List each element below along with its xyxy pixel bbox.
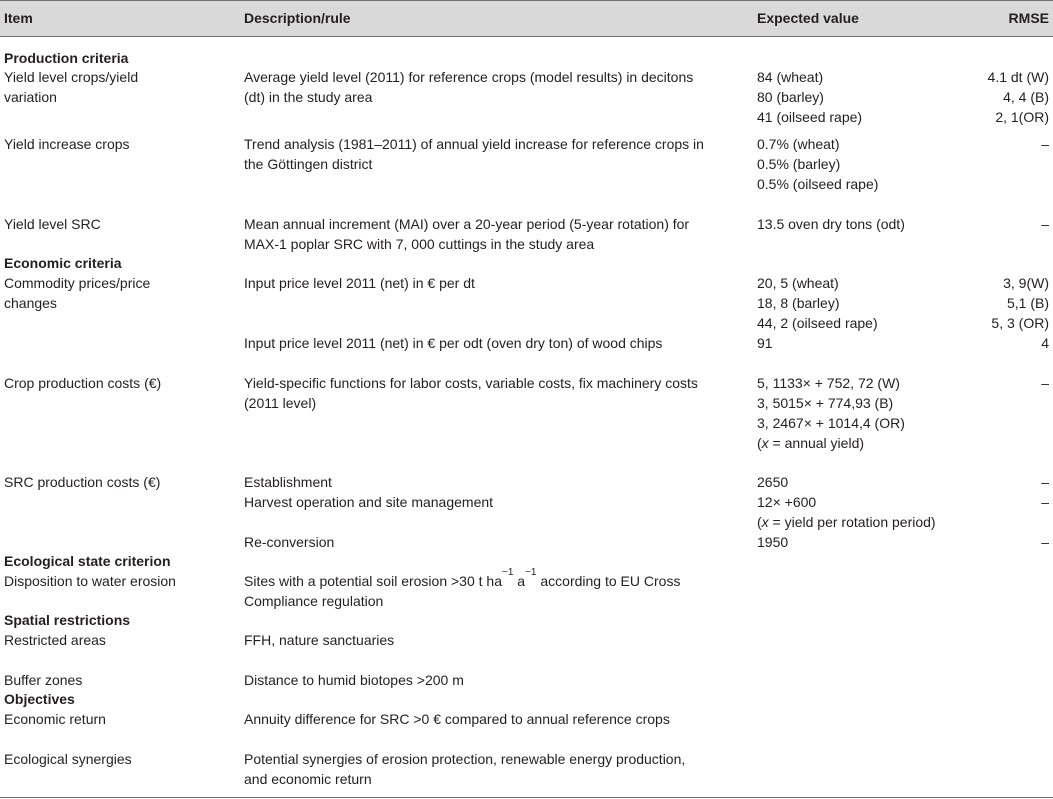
desc-src-harvest: Harvest operation and site management xyxy=(244,494,494,510)
desc-ecological-synergies: Potential synergies of erosion protection, renewable energy production, and economic return xyxy=(244,751,686,787)
desc-crop-production-costs: Yield-specific functions for labor costs, variable costs, fix machinery costs (2011 level) xyxy=(244,375,698,411)
desc-src-establishment: Establishment xyxy=(244,474,332,490)
desc-wood-chips-price: Input price level 2011 (net) in € per odt (oven dry ton) of wood chips xyxy=(244,335,663,351)
item-commodity-prices: Commodity prices/price changes xyxy=(4,275,151,311)
desc-yield-level-crops: Average yield level (2011) for reference crops (model results) in decitons (dt) in the study area xyxy=(244,69,694,105)
rmse-yield-increase-crops: – xyxy=(1041,136,1049,152)
expected-crop-production-costs: 5, 1133× + 752, 72 (W) 3, 5015× + 774,93 (B) 3, 2467× + 1014,4 (OR) (x = annual yield) xyxy=(757,375,905,451)
section-spatial-restrictions: Spatial restrictions xyxy=(4,612,131,628)
desc-water-erosion: Sites with a potential soil erosion >30 t $ha^{-1}$ $a^{-1}$ according to EU Cross Compliance regulation xyxy=(244,567,681,609)
rmse-src-establishment: – xyxy=(1041,474,1049,490)
header-band xyxy=(0,0,1053,36)
rmse-yield-level-crops: 4.1 dt (W) 4, 4 (B) 2, 1(OR) xyxy=(987,69,1049,125)
desc-restricted-areas: FFH, nature sanctuaries xyxy=(244,632,395,648)
section-objectives: Objectives xyxy=(4,691,75,707)
header-rule xyxy=(0,36,1053,37)
rmse-yield-level-src: – xyxy=(1041,216,1049,232)
rmse-wood-chips-price: 4 xyxy=(1041,335,1049,351)
expected-src-establishment: 2650 xyxy=(757,474,789,490)
desc-yield-increase-crops: Trend analysis (1981–2011) of annual yield increase for reference crops in the Göttingen district xyxy=(244,136,704,172)
item-crop-production-costs: Crop production costs (€) xyxy=(4,375,162,391)
expected-yield-level-crops: 84 (wheat) 80 (barley) 41 (oilseed rape) xyxy=(757,69,863,125)
desc-economic-return: Annuity difference for SRC >0 € compared to annual reference crops xyxy=(244,711,670,727)
item-yield-level-src: Yield level SRC xyxy=(4,216,101,232)
bottom-rule xyxy=(0,797,1053,798)
rmse-src-harvest: – xyxy=(1041,494,1049,510)
rmse-crop-production-costs: – xyxy=(1041,375,1049,391)
expected-yield-level-src: 13.5 oven dry tons (odt) xyxy=(757,216,905,232)
item-src-production-costs: SRC production costs (€) xyxy=(4,474,161,490)
item-yield-level-crops: Yield level crops/yield variation xyxy=(4,69,139,105)
section-production-criteria: Production criteria xyxy=(4,50,129,66)
desc-commodity-prices: Input price level 2011 (net) in € per dt xyxy=(244,275,475,291)
top-rule xyxy=(0,0,1053,1)
header-expected-value: Expected value xyxy=(757,10,859,26)
header-item: Item xyxy=(4,10,33,26)
desc-buffer-zones: Distance to humid biotopes >200 m xyxy=(244,672,464,688)
item-buffer-zones: Buffer zones xyxy=(4,672,83,688)
header-description: Description/rule xyxy=(244,10,351,26)
item-water-erosion: Disposition to water erosion xyxy=(4,573,176,589)
item-restricted-areas: Restricted areas xyxy=(4,632,106,648)
item-ecological-synergies: Ecological synergies xyxy=(4,751,132,767)
expected-wood-chips-price: 91 xyxy=(757,335,773,351)
section-economic-criteria: Economic criteria xyxy=(4,255,122,271)
rmse-commodity-prices: 3, 9(W) 5,1 (B) 5, 3 (OR) xyxy=(991,275,1049,331)
item-economic-return: Economic return xyxy=(4,711,106,727)
desc-yield-level-src: Mean annual increment (MAI) over a 20-year period (5-year rotation) for MAX-1 poplar SRC with 7, 000 cuttings in the study area xyxy=(244,216,690,252)
item-yield-increase-crops: Yield increase crops xyxy=(4,136,130,152)
desc-src-reconversion: Re-conversion xyxy=(244,534,335,550)
header-rmse: RMSE xyxy=(1008,10,1049,26)
expected-src-reconversion: 1950 xyxy=(757,534,789,550)
section-ecological-state-criterion: Ecological state criterion xyxy=(4,553,171,569)
expected-src-harvest: 12× +600 (x = yield per rotation period) xyxy=(757,494,936,530)
expected-yield-increase-crops: 0.7% (wheat) 0.5% (barley) 0.5% (oilseed rape) xyxy=(757,136,879,192)
rmse-src-reconversion: – xyxy=(1041,534,1049,550)
expected-commodity-prices: 20, 5 (wheat) 18, 8 (barley) 44, 2 (oilseed rape) xyxy=(757,275,878,331)
